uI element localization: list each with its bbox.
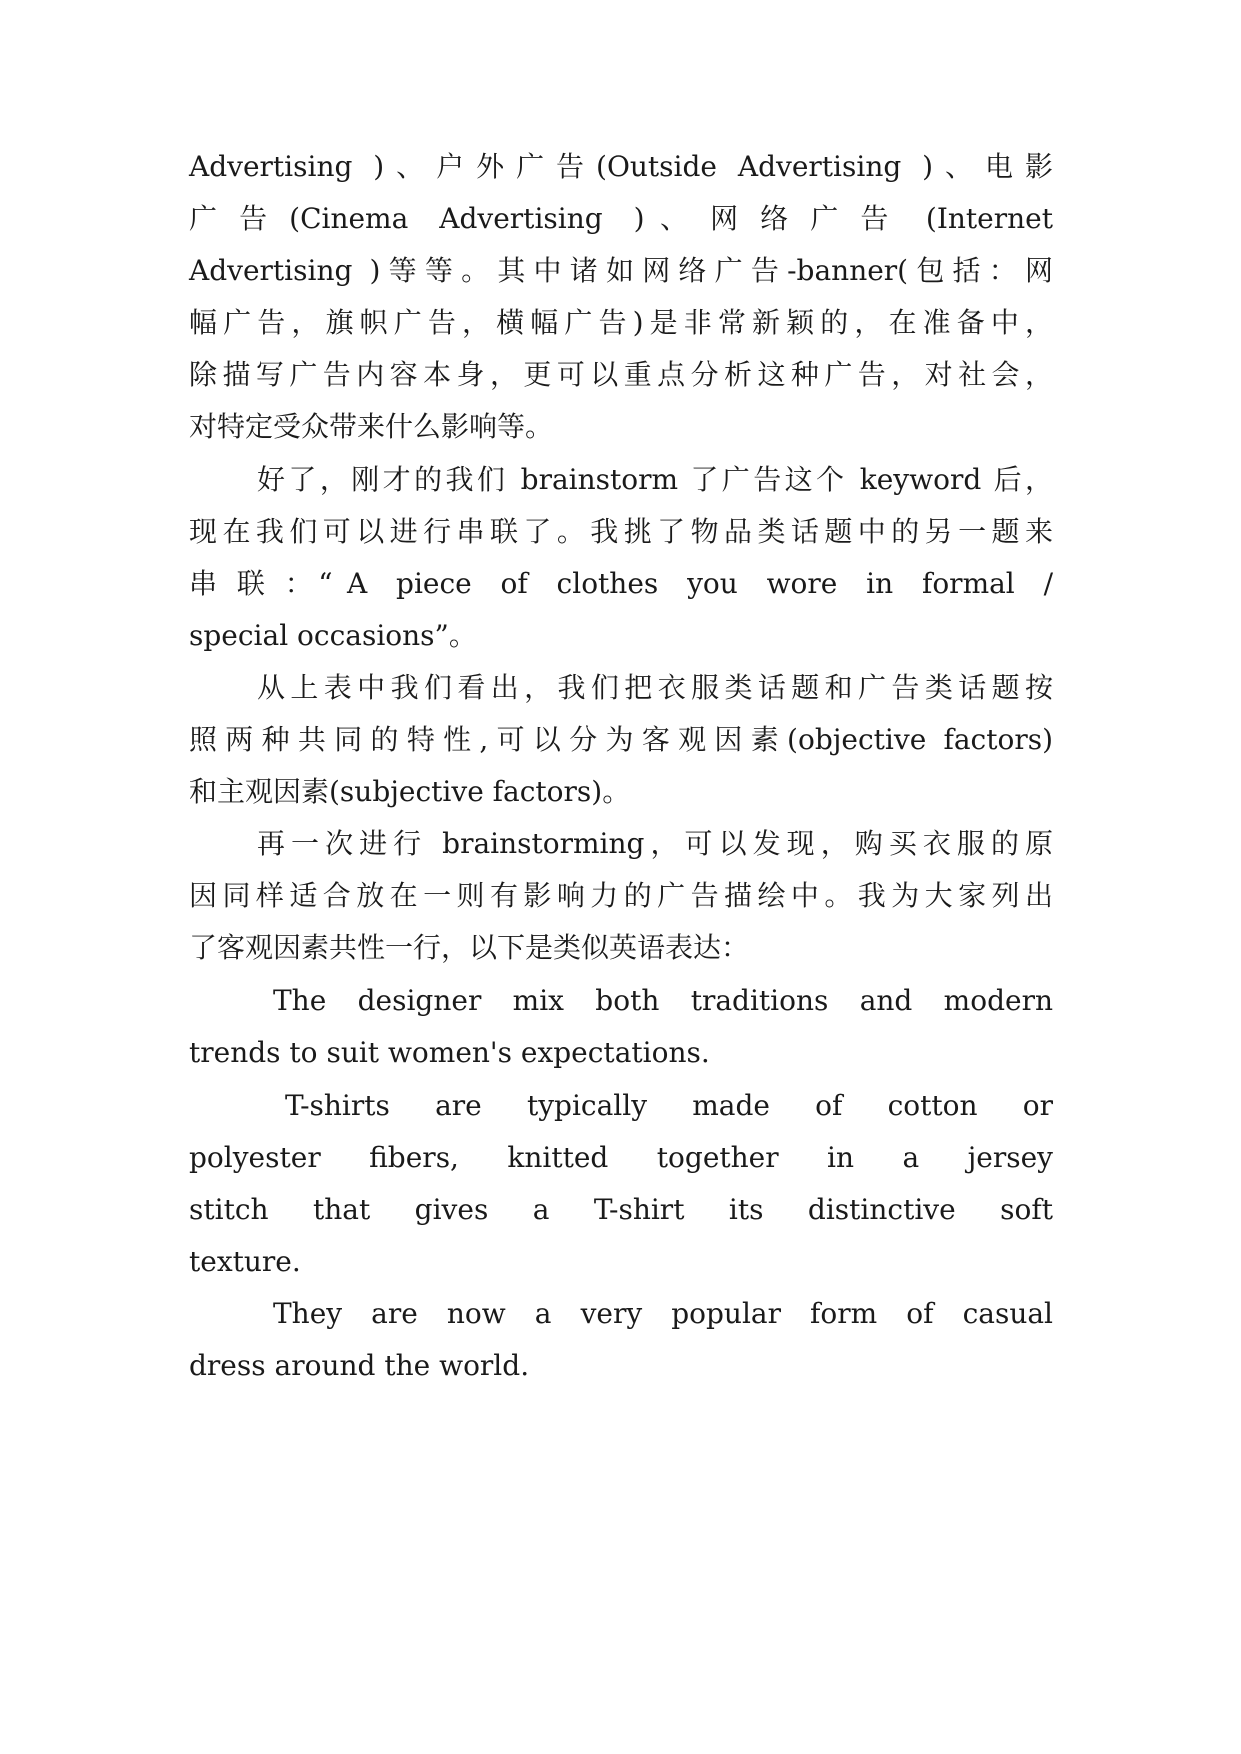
text-line: 现在我们可以进行串联了。我挑了物品类话题中的另一题来 (189, 515, 1053, 548)
text-line: dress around the world. (189, 1349, 530, 1382)
text-line: polyester fibers, knitted together in a jersey (189, 1141, 1053, 1174)
text-line: 了客观因素共性一行，以下是类似英语表达： (189, 931, 750, 964)
text-line: 对特定受众带来什么影响等。 (189, 410, 554, 443)
text-line: 除描写广告内容本身，更可以重点分析这种广告，对社会， (189, 358, 1053, 391)
text-line: They are now a very popular form of casual (273, 1297, 1053, 1330)
text-line: 好了，刚才的我们 brainstorm 了广告这个 keyword 后， (257, 463, 1053, 496)
text-line: 再一次进行 brainstorming，可以发现，购买衣服的原 (257, 827, 1053, 860)
text-line: Advertising )等等。其中诸如网络广告-banner(包括：网 (189, 254, 1053, 287)
text-line: 从上表中我们看出，我们把衣服类话题和广告类话题按 (257, 671, 1053, 704)
text-line: 因同样适合放在一则有影响力的广告描绘中。我为大家列出 (189, 879, 1053, 912)
text-line: stitch that gives a T-shirt its distinctive soft (189, 1193, 1053, 1226)
text-line: 照两种共同的特性,可以分为客观因素(objective factors) (189, 723, 1053, 756)
text-line: T-shirts are typically made of cotton or (285, 1089, 1053, 1122)
text-line: trends to suit women's expectations. (189, 1036, 710, 1069)
text-line: 广 告 (Cinema Advertising ) 、 网 络 广 告 (Internet (189, 202, 1053, 235)
text-line: The designer mix both traditions and modern (273, 984, 1053, 1017)
text-line: 幅广告，旗帜广告，横幅广告)是非常新颖的，在准备中， (189, 306, 1053, 339)
text-line: texture. (189, 1245, 301, 1278)
text-line: 串 联 ：“ A piece of clothes you wore in formal / (189, 567, 1053, 600)
text-line: special occasions”。 (189, 619, 477, 652)
text-line: 和主观因素(subjective factors)。 (189, 775, 631, 808)
text-line: Advertising )、户外广告(Outside Advertising )、电影 (189, 150, 1053, 183)
